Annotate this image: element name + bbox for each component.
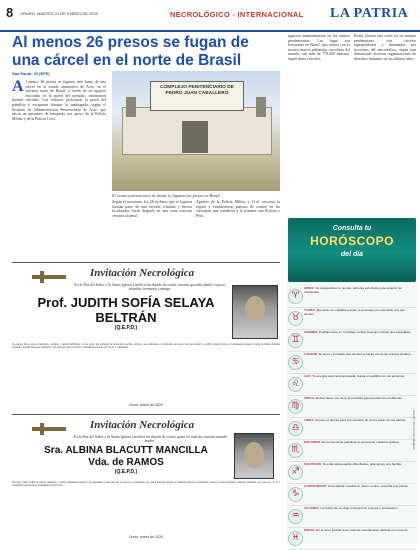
cross-icon <box>32 275 66 279</box>
horoscope-sign-row <box>288 308 416 330</box>
article-column-3 <box>196 200 280 256</box>
notice-title: Invitación Necrológica <box>90 419 195 431</box>
prison-sign-text: COMPLEJO PENITENCIARIO DE PEDRO JUAN CABALLERO <box>160 85 234 96</box>
zodiac-prediction: Escucha con cuidado a quien te aconseja; pon atención a lo que sientes. <box>304 308 406 316</box>
deceased-name: Sra. ALBINA BLACUTT MANCILLA <box>44 445 208 456</box>
zodiac-icon: ♊ <box>288 333 303 348</box>
article-text: Según el secretario, los 26 reclusos que se fugaron forman parte de una facción criminal y fueron localizados horas después en una zona boscosa cercana al penal. <box>112 200 192 218</box>
horoscope-text-block <box>304 529 414 533</box>
obituary-notice <box>12 414 280 543</box>
qepd-label: (Q.E.P.D.) <box>114 325 138 331</box>
horoscope-sign-row <box>288 286 416 308</box>
horoscope-sign-row <box>288 418 416 440</box>
notice-place-date: Oruro, enero de 2020 <box>128 403 164 407</box>
zodiac-sign-name: VIRGO: <box>304 396 316 400</box>
article-column-1 <box>12 80 106 256</box>
horoscope-title: HORÓSCOPO <box>310 234 394 248</box>
zodiac-icon: ♓ <box>288 531 303 546</box>
article-headline: Al menos 26 presos se fugan de una cárcel en el norte de Brasil <box>12 34 249 69</box>
zodiac-icon: ♋ <box>288 355 303 370</box>
drop-cap: A <box>12 80 24 95</box>
article-byline: Sao Paulo, 20 (EFE) <box>12 71 50 76</box>
article-column-5 <box>354 34 416 218</box>
horoscope-list <box>288 286 416 550</box>
zodiac-prediction: Tu energía será recompensada; busca el equilibrio en tus acciones. <box>312 374 405 378</box>
obituary-notice <box>12 262 280 411</box>
notice-intro: En la Paz del Señor y la Santa Iglesia Católica ha dejado de existir nuestra querida madre, esposa, abuelita, hermana y amiga: <box>74 283 226 292</box>
zodiac-icon: ♒ <box>288 509 303 524</box>
horoscope-text-block <box>304 375 414 379</box>
horoscope-kicker: Consulta tu <box>332 225 372 232</box>
zodiac-sign-name: LEO: <box>304 374 312 378</box>
qepd-label: (Q.E.P.D.) <box>114 469 138 475</box>
zodiac-prediction: Posees el talento para comunicarte de forma clara con los demás. <box>315 418 407 422</box>
zodiac-prediction: Debes hacer uso de tu creatividad para resolver los problemas. <box>315 396 403 400</box>
horoscope-text-block <box>304 331 414 335</box>
zodiac-sign-name: PISCIS: <box>304 528 316 532</box>
horoscope-text-block <box>304 309 414 317</box>
article-column-2 <box>112 200 192 256</box>
deceased-portrait <box>234 433 274 479</box>
notice-body: Sus hijos, hijas políticas, nietos, bisnietos y demás familiares invitan a sus amistades y personas de su aprecio a acompañar sus restos mortales desde su domicilio hasta el Cementerio General, donde recibirán cristiana sepultura. Por este acto de fe y cristiandad quedaremos eternamente agradecidos. <box>12 481 280 488</box>
deceased-portrait <box>232 285 278 339</box>
guard-tower <box>126 97 136 117</box>
issue-date: ORURO, MARTES 21 DE ENERO DE 2020 <box>20 11 98 16</box>
section-title: NECROLÓGICO - INTERNACIONAL <box>170 10 304 19</box>
horoscope-sign-row <box>288 462 416 484</box>
side-credit: Diseño: Sección Necrológicos <box>412 410 416 450</box>
zodiac-icon: ♏ <box>288 443 303 458</box>
horoscope-sign-row <box>288 396 416 418</box>
zodiac-sign-name: ARIES: <box>304 286 315 290</box>
zodiac-icon: ♍ <box>288 399 303 414</box>
newspaper-logo: LA PATRIA <box>330 6 409 21</box>
horoscope-text-block <box>304 485 414 489</box>
zodiac-icon: ♉ <box>288 311 303 326</box>
horoscope-sign-row <box>288 528 416 550</box>
horoscope-box <box>286 218 418 544</box>
zodiac-icon: ♐ <box>288 465 303 480</box>
zodiac-prediction: Posiblemente en tu trabajo recibas buenas noticias que esperabas. <box>318 330 412 334</box>
page-number: 8 <box>6 5 14 20</box>
zodiac-sign-name: CÁNCER: <box>304 352 319 356</box>
zodiac-sign-name: TAURO: <box>304 308 316 312</box>
horoscope-subtitle: del día <box>340 251 364 258</box>
zodiac-sign-name: ESCORPIO: <box>304 440 322 444</box>
zodiac-prediction: Es conveniente planificar tu economía; cuida tus gastos. <box>322 440 400 444</box>
notice-place-date: Oruro, enero de 2020 <box>128 535 164 539</box>
zodiac-sign-name: GÉMINIS: <box>304 330 319 334</box>
zodiac-icon: ♌ <box>288 377 303 392</box>
page-header <box>0 0 420 32</box>
notice-body: Su esposo, hijos, nietos, hermanos, sobrinos y demás familiares, con el dolor que embarga su irreparable partida, invitan a sus amistades a acompañar sus restos mortales desde la capilla velatoria hasta el Cementerio General, donde recibirán cristiana sepultura. Agradecemos de antemano a las personas que se sirvan acompañarnos en este acto de fe y cristiandad. <box>12 343 280 350</box>
article-text: l menos 26 presos se fugaron este lunes de una cárcel en el estado amazónico de Acre, en el extremo norte de Brasil, a través de un agujero excavado en la pared del presidio, informaron fuentes oficiales. Los reclusos perforaron la pared del pabellón y escaparon durante la madrugada, según el Instituto de Administración Penitenciaria de Acre, que inició un operativo de búsqueda con apoyo de la Policía Militar y de la Policía Civil. <box>12 80 106 121</box>
zodiac-prediction: No desperdicies tu tiempo, deberás esforzarte para superar los obstáculos. <box>304 286 402 294</box>
article-text: Agentes de la Policía Militar y Civil cercaron la región y establecieron puestos de control en las carreteras que conducen a la frontera con Bolivia y Perú. <box>196 200 280 218</box>
prison-gate <box>182 121 208 153</box>
zodiac-sign-name: LIBRA: <box>304 418 315 422</box>
horoscope-text-block <box>304 507 414 511</box>
horoscope-banner <box>288 218 416 282</box>
zodiac-sign-name: ACUARIO: <box>304 506 320 510</box>
zodiac-prediction: En el amor podrás tener buenas experiencias; disfruta el momento. <box>316 528 409 532</box>
horoscope-sign-row <box>288 352 416 374</box>
photo-caption: El centro penitenciario de donde se fugaron los presos en Brasil <box>112 193 220 198</box>
zodiac-icon: ♈ <box>288 289 303 304</box>
prison-photo <box>112 71 280 191</box>
zodiac-sign-name: CAPRICORNIO: <box>304 484 328 488</box>
horoscope-text-block <box>304 441 414 445</box>
notice-intro: En la Paz del Señor y la Santa Iglesia Católica ha dejado de existir quien en vida fue nuestra amada madre: <box>73 435 227 444</box>
horoscope-text-block <box>304 397 414 401</box>
article-text: Brasil afronta una crisis en su sistema penitenciario con cárceles superpobladas y dominadas por facciones del narcotráfico, según han denunciado diversas organizaciones de derechos humanos en los últimos años. <box>354 34 416 61</box>
horoscope-text-block <box>304 419 414 423</box>
deceased-name: Prof. JUDITH SOFÍA SELAYA <box>37 295 215 310</box>
horoscope-text-block <box>304 287 414 295</box>
horoscope-sign-row <box>288 374 416 396</box>
horoscope-sign-row <box>288 330 416 352</box>
deceased-surname: Vda. de RAMOS <box>88 457 164 468</box>
zodiac-icon: ♑ <box>288 487 303 502</box>
horoscope-text-block <box>304 463 414 467</box>
zodiac-prediction: Una relación tomará un nuevo rumbo; escucha a tu pareja. <box>327 484 409 488</box>
zodiac-prediction: Si estás atravesando dificultades, pide apoyo a tu familia. <box>322 462 402 466</box>
cross-icon <box>32 427 66 431</box>
horoscope-sign-row <box>288 506 416 528</box>
prison-sign <box>150 81 244 111</box>
article-column-4 <box>288 34 350 218</box>
zodiac-icon: ♎ <box>288 421 303 436</box>
horoscope-sign-row <box>288 484 416 506</box>
article-text: riguroso mantenimiento en los centros penitenciarios. Las fugas son frecuentes en Brasil, que cuenta con la tercera mayor población carcelaria del mundo, con más de 770.000 internos, según datos oficiales. <box>288 34 350 61</box>
zodiac-prediction: La ilusión de un viaje te llenará de energía y entusiasmo. <box>320 506 399 510</box>
horoscope-text-block <box>304 353 414 357</box>
zodiac-prediction: El amor y la ilusión que sientes te harán crecer de manera positiva. <box>319 352 412 356</box>
deceased-surname: BELTRÁN <box>95 310 157 325</box>
zodiac-sign-name: SAGITARIO: <box>304 462 322 466</box>
notice-title: Invitación Necrológica <box>90 267 195 279</box>
horoscope-sign-row <box>288 440 416 462</box>
guard-tower <box>256 97 266 117</box>
